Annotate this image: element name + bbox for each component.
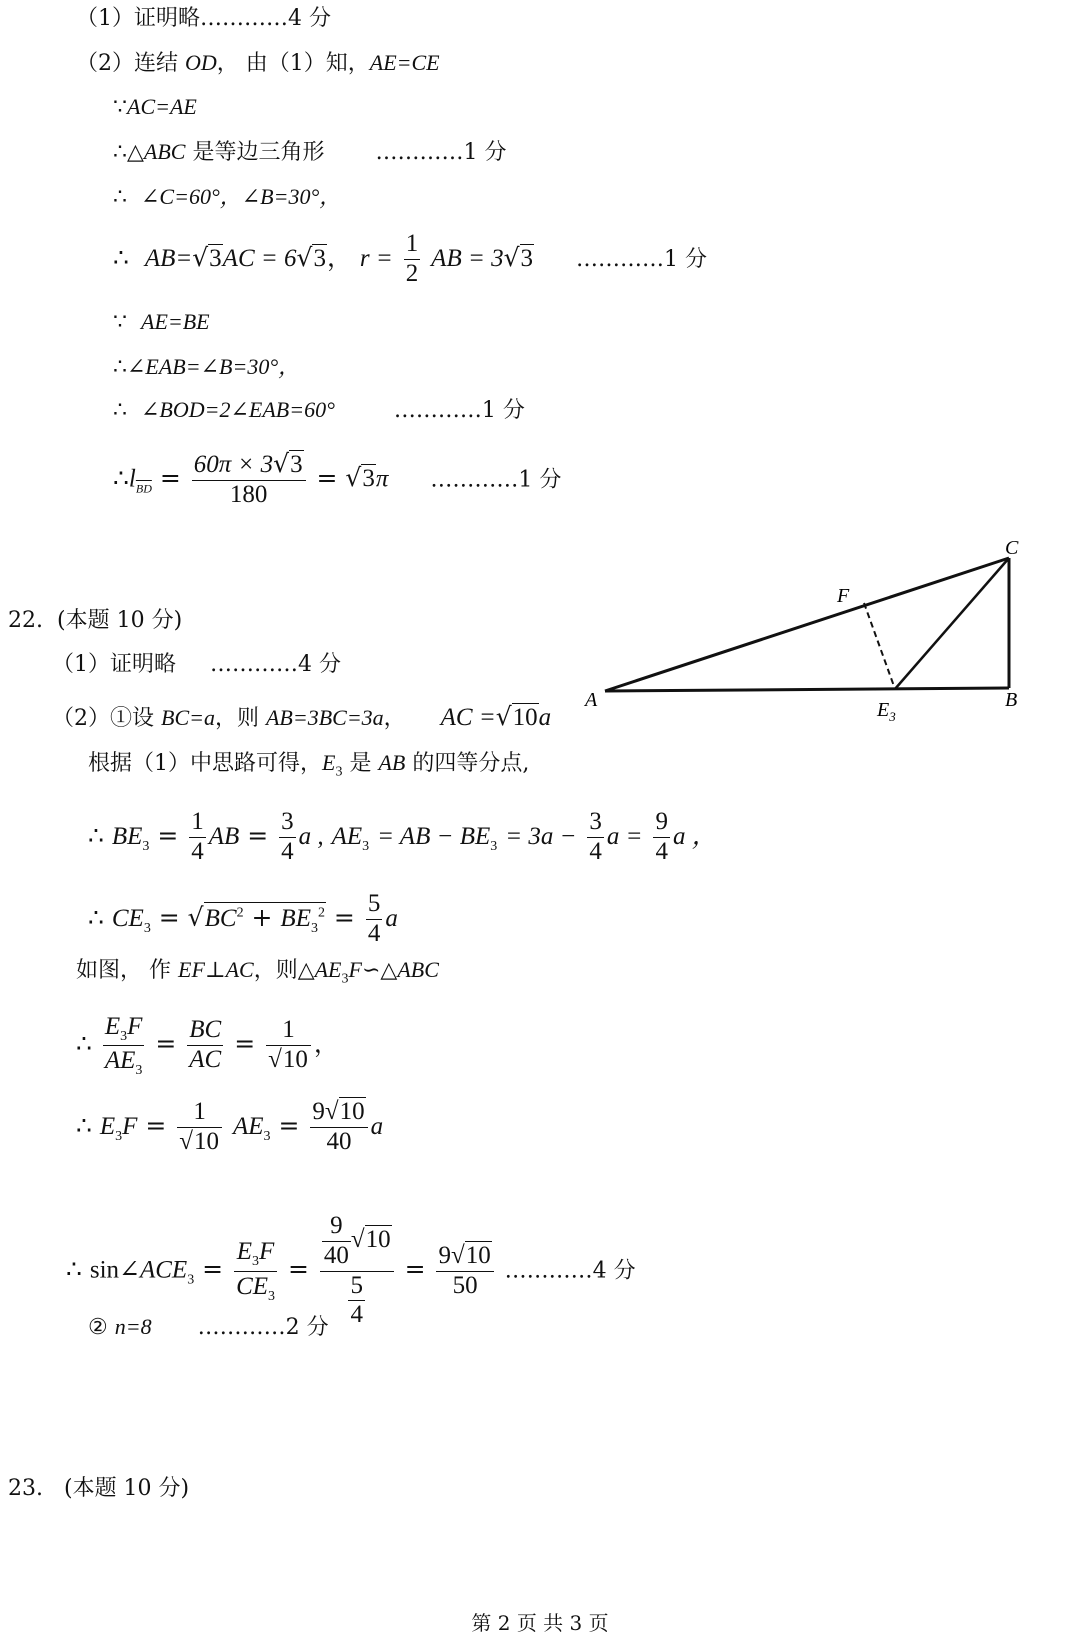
q22-part2-n: ② n=8 …………2 分 xyxy=(88,1314,329,1340)
q22-e3f: ∴ $E_3F$ = $\frac{1}{√10}$ $AE_3$ = $\frac{9√10}{40}$ a xyxy=(76,1098,384,1155)
q21-angles: ∴ ∠C=60°，∠B=30°， xyxy=(113,184,342,210)
segment-ac xyxy=(605,558,1009,691)
q22-ce3: ∴ $CE_3 = √BC^2 + BE_3^2$ = $\frac{5}{4}$ a xyxy=(88,890,398,947)
q22-similar-triangles: 如图， 作 EF⊥AC，则$\triangle AE_3F∽\triangle ABC$ xyxy=(76,957,439,987)
q21-since-ac-ae: ∵AC=AE xyxy=(113,94,197,120)
q21-since-ae-be: ∵ AE=BE xyxy=(113,309,210,335)
q22-part1: （1）证明略 …………4 分 xyxy=(52,652,341,677)
q22-ratio: ∴ $\frac{E_3F}{AE_3}$ = $\frac{BC}{AC}$ = $\frac{1}{√10}$ ， xyxy=(76,1013,339,1079)
triangle-figure xyxy=(575,530,1045,730)
q22-heading: 22. (本题 10 分) xyxy=(8,608,183,633)
segment-fe3-dashed xyxy=(864,603,895,689)
q21-bod: ∴ ∠BOD=2∠EAB=60° …………1 分 xyxy=(113,397,525,423)
q21-arc-length: $\therefore l_{\overline{BD}}$ = $\frac{60\pi \times 3√3}{180}$ = √3π …………1 分 xyxy=(113,449,562,508)
q23-heading: 23. (本题 10 分) xyxy=(8,1476,190,1501)
q22-be3-ae3: ∴ $BE_3$ = $\frac{1}{4}$ AB = $\frac{3}{4}$ a , $AE_3$ = AB − $BE_3 = 3a$ − $\frac{3}{4}$ a = $\frac{9}{4}$ a ， xyxy=(88,808,717,865)
q22-part2-setup: （2）①设 BC=a，则 AB=3BC=3a， AC =√10a xyxy=(52,702,552,731)
page-footer: 第 2 页 共 3 页 xyxy=(471,1611,609,1635)
q21-eab: ∴∠EAB=∠B=30°， xyxy=(113,354,301,380)
label-a: A xyxy=(585,689,598,711)
q22-sin: ∴ $\sin\angle ACE_3$ = $\frac{E_3F}{CE_3}$ = $\frac{9}{40}$ √10 $\frac{5}{4}$ = $\frac{9√10}{50}$ …………4 分 xyxy=(66,1212,636,1329)
label-c: C xyxy=(1005,537,1019,559)
q21-ab-and-r: ∴ AB=√3AC = 6√3， r = $\frac{1}{2}$ AB = 3√3 …………1 分 xyxy=(113,230,707,287)
q21-part1: （1）证明略…………4 分 xyxy=(76,6,331,31)
segment-ab xyxy=(605,688,1009,691)
q22-quarter-point: 根据（1）中思路可得，$E_3$ 是 AB 的四等分点, xyxy=(88,750,530,780)
label-b: B xyxy=(1005,689,1018,711)
q21-part2-intro: （2）连结 OD， 由（1）知，AE=CE xyxy=(76,50,440,76)
q21-equilateral: ∴△ABC 是等边三角形 …………1 分 xyxy=(113,139,507,165)
label-f: F xyxy=(837,585,850,607)
label-e3: $E_3$ xyxy=(877,699,896,724)
